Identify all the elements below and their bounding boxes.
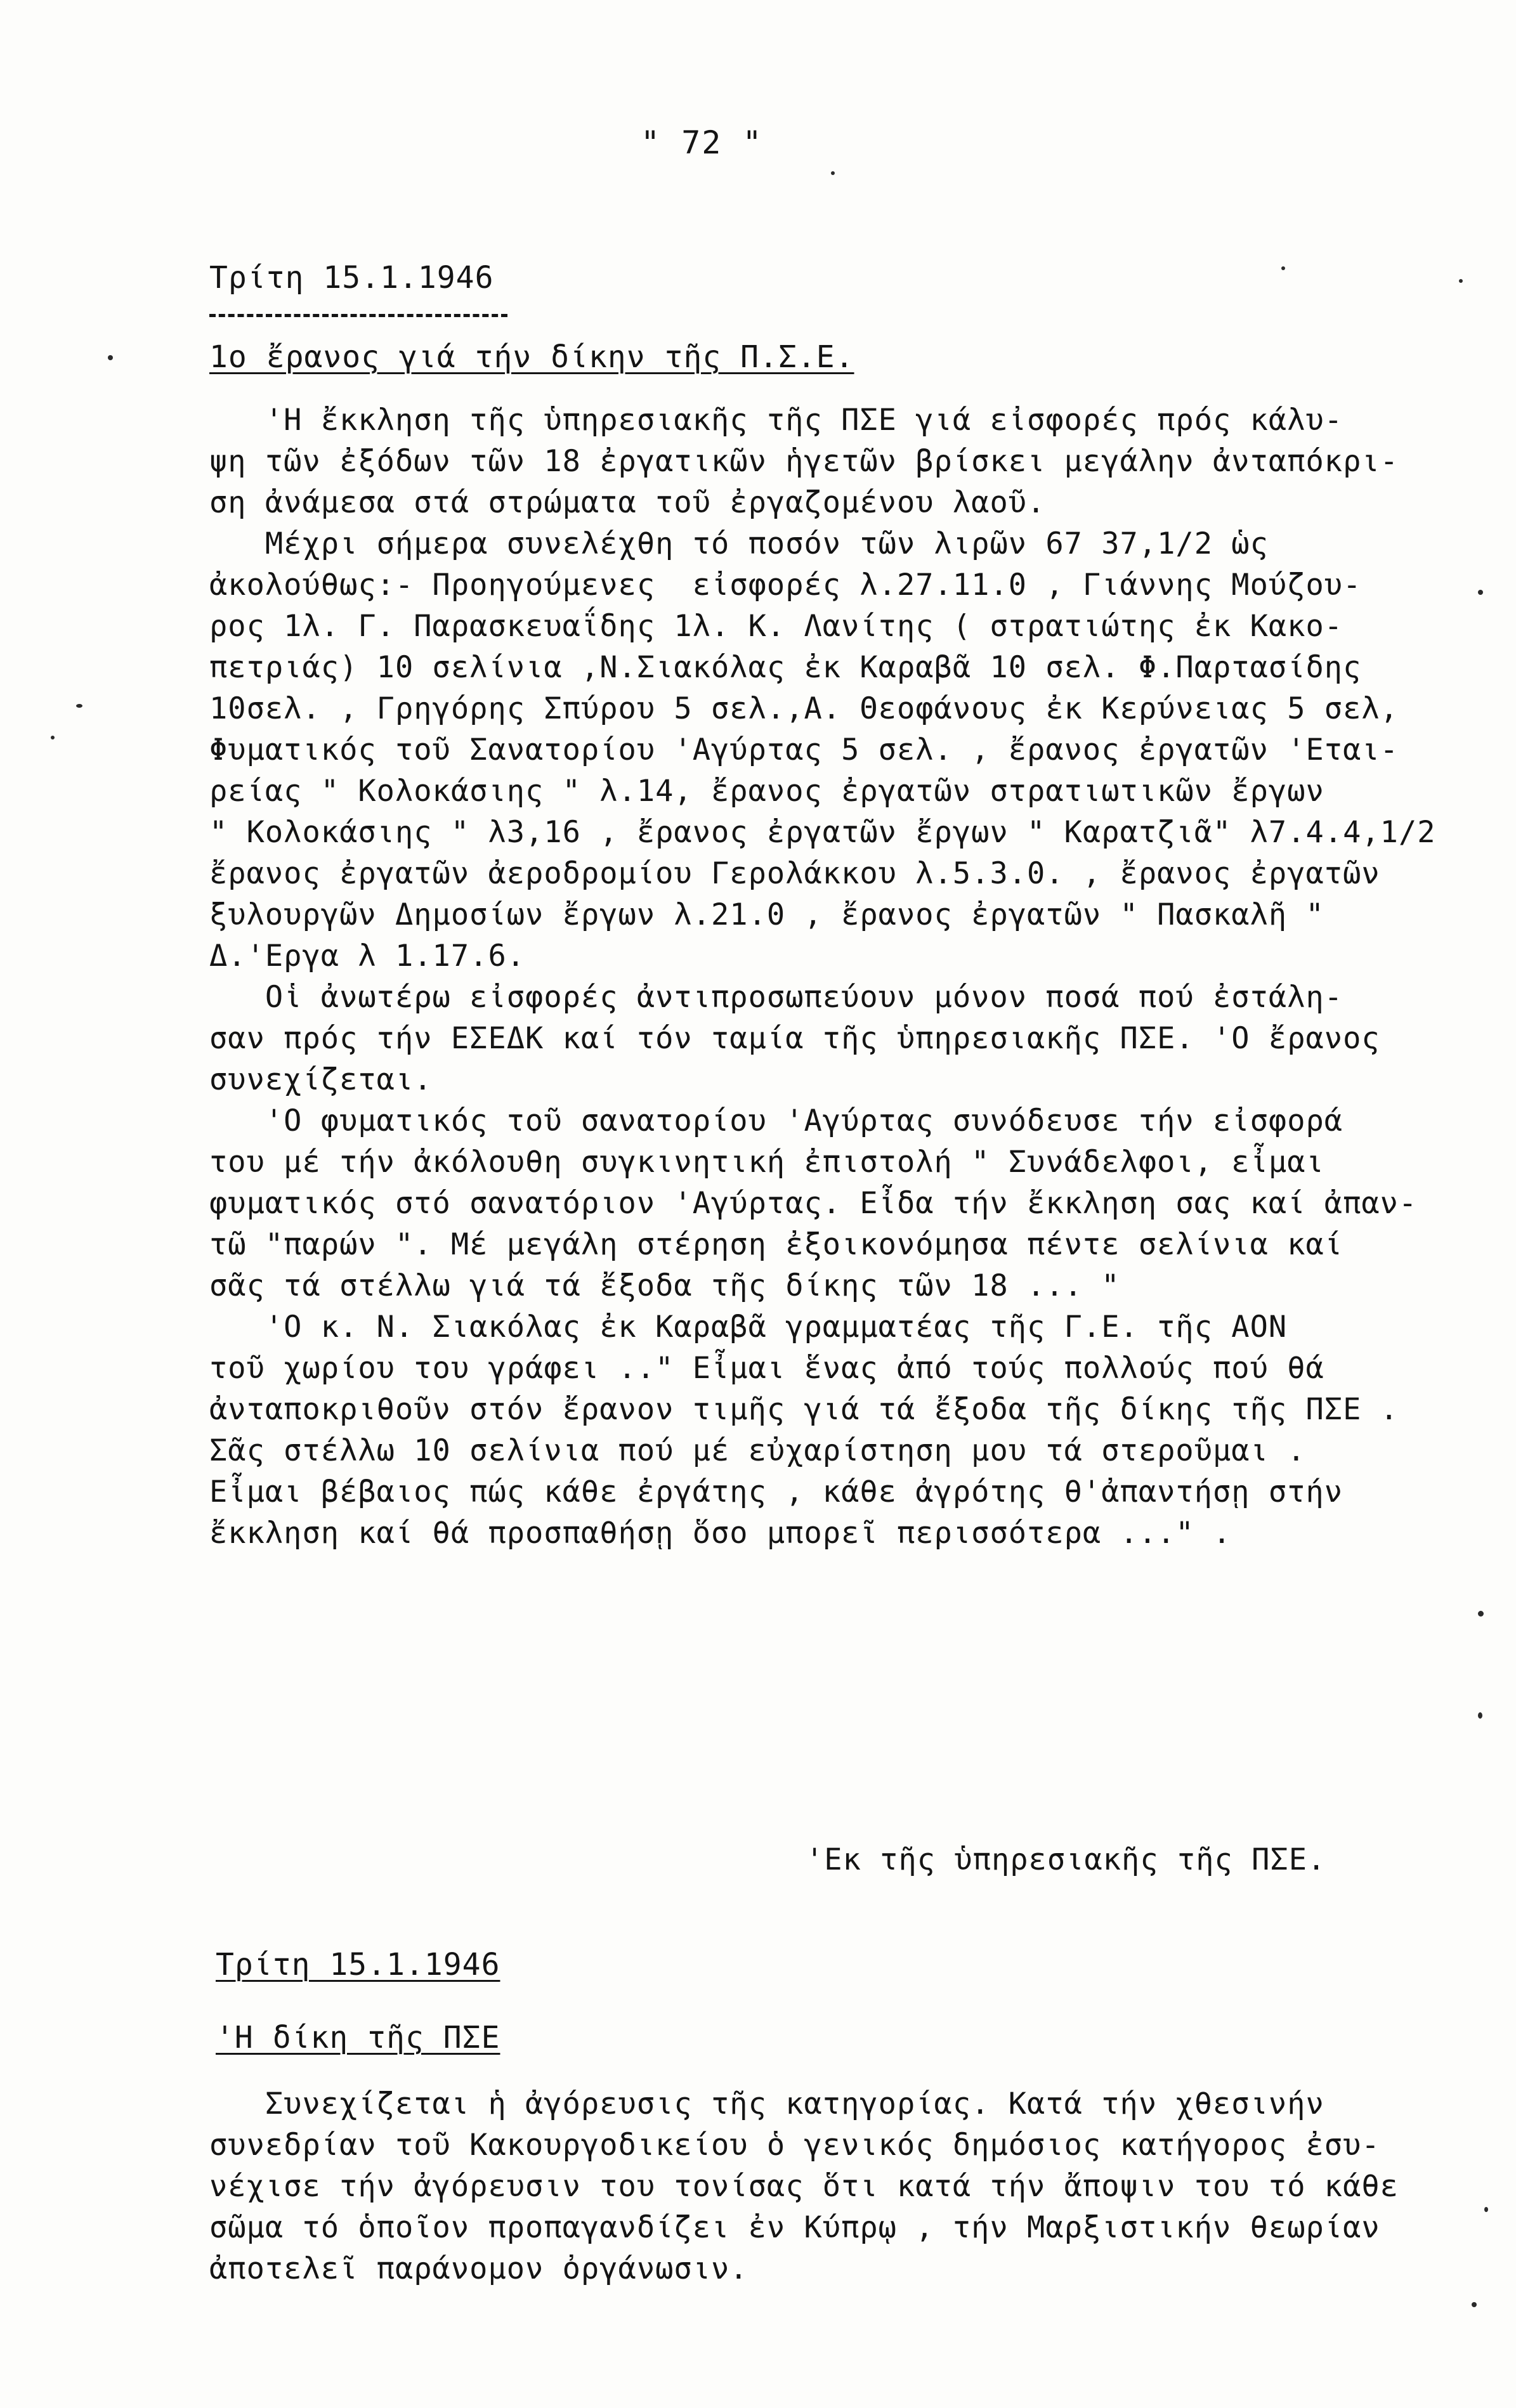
scan-speck (51, 736, 55, 739)
body-line: του μέ τήν ἀκόλουθη συγκινητική ἐπιστολή " Συνάδελφοι, εἶμαι (209, 1145, 1324, 1180)
body-line: 10σελ. , Γρηγόρης Σπύρου 5 σελ.,Α. Θεοφάνους ἐκ Κερύνειας 5 σελ, (209, 691, 1399, 726)
article2-title: 'Η δίκη τῆς ΠΣΕ (216, 2020, 500, 2055)
scan-speck (831, 171, 835, 175)
page-number: " 72 " (641, 124, 763, 161)
body-line: τῶ "παρών ". Μέ μεγάλη στέρηση ἐξοικονόμησα πέντε σελίνια καί (209, 1227, 1343, 1262)
body-line: σᾶς τά στέλλω γιά τά ἔξοδα τῆς δίκης τῶν 18 ... " (209, 1268, 1120, 1303)
article2-date: Τρίτη 15.1.1946 (216, 1947, 500, 1982)
scan-speck (1281, 266, 1285, 270)
body-line: συνεχίζεται. (209, 1062, 433, 1097)
body-line: 'Η ἔκκληση τῆς ὑπηρεσιακῆς τῆς ΠΣΕ γιά εἰσφορές πρός κάλυ- (209, 403, 1343, 438)
date-dashed-rule (209, 314, 507, 317)
body-line: φυματικός στό σανατόριον 'Αγύρτας. Εἶδα τήν ἔκκληση σας καί ἀπαν- (209, 1186, 1418, 1221)
scan-speck (1472, 2302, 1477, 2307)
body-line: Φυματικός τοῦ Σανατορίου 'Αγύρτας 5 σελ. , ἔρανος ἐργατῶν 'Εται- (209, 732, 1399, 767)
body-line: ρείας " Κολοκάσιης " λ.14, ἔρανος ἐργατῶν στρατιωτικῶν ἔργων (209, 774, 1324, 809)
body-line: σῶμα τό ὁποῖον προπαγανδίζει ἐν Κύπρῳ , τήν Μαρξιστικήν θεωρίαν (209, 2210, 1380, 2245)
scan-speck (1484, 2207, 1488, 2212)
body-line: τοῦ χωρίου του γράφει .." Εἶμαι ἕνας ἀπό τούς πολλούς πού θά (209, 1351, 1324, 1386)
body-line: ση ἀνάμεσα στά στρώματα τοῦ ἐργαζομένου λαοῦ. (209, 485, 1046, 520)
body-line: " Κολοκάσιης " λ3,16 , ἔρανος ἐργατῶν ἔργων " Καρατζιᾶ" λ7.4.4,1/2 (209, 815, 1436, 850)
body-line: συνεδρίαν τοῦ Κακουργοδικείου ὁ γενικός δημόσιος κατήγορος ἐσυ- (209, 2128, 1380, 2163)
scan-speck (108, 355, 113, 360)
body-line: ψη τῶν ἐξόδων τῶν 18 ἐργατικῶν ἡγετῶν βρίσκει μεγάλην ἀνταπόκρι- (209, 444, 1399, 479)
scan-speck (1478, 1712, 1482, 1719)
body-line: 'Ο φυματικός τοῦ σανατορίου 'Αγύρτας συνόδευσε τήν εἰσφορά (209, 1103, 1343, 1138)
body-line: ἔρανος ἐργατῶν ἀεροδρομίου Γερολάκκου λ.5.3.0. , ἔρανος ἐργατῶν (209, 856, 1380, 891)
scan-speck (1459, 279, 1463, 283)
body-line: Οἱ ἀνωτέρω εἰσφορές ἀντιπροσωπεύουν μόνον ποσά πού ἐστάλη- (209, 980, 1343, 1015)
body-line: Δ.'Εργα λ 1.17.6. (209, 939, 526, 973)
scan-speck (1478, 590, 1483, 595)
body-line: Εἶμαι βέβαιος πώς κάθε ἐργάτης , κάθε ἀγρότης θ'ἀπαντήσῃ στήν (209, 1474, 1343, 1509)
body-line: πετριάς) 10 σελίνια ,Ν.Σιακόλας ἐκ Καραβᾶ 10 σελ. Φ.Παρτασίδης (209, 650, 1362, 685)
body-line: ξυλουργῶν Δημοσίων ἔργων λ.21.0 , ἔρανος ἐργατῶν " Πασκαλῆ " (209, 897, 1324, 932)
body-line: Συνεχίζεται ἡ ἀγόρευσις τῆς κατηγορίας. Κατά τήν χθεσινήν (209, 2086, 1324, 2121)
body-line: σαν πρός τήν ΕΣΕΔΚ καί τόν ταμία τῆς ὑπηρεσιακῆς ΠΣΕ. 'Ο ἔρανος (209, 1021, 1380, 1056)
body-line: ἀκολούθως:- Προηγούμενες εἰσφορές λ.27.11.0 , Γιάννης Μούζου- (209, 568, 1362, 602)
body-line: νέχισε τήν ἀγόρευσιν του τονίσας ὅτι κατά τήν ἄποψιν του τό κάθε (209, 2169, 1399, 2204)
body-line: ἔκκληση καί θά προσπαθήσῃ ὅσο μπορεῖ περισσότερα ..." . (209, 1516, 1232, 1551)
article2-body (209, 2083, 1478, 2289)
scan-speck (76, 704, 82, 708)
article1-date: Τρίτη 15.1.1946 (209, 260, 494, 296)
body-line: Μέχρι σήμερα συνελέχθη τό ποσόν τῶν λιρῶν 67 37,1/2 ὡς (209, 526, 1269, 561)
article1-signature: 'Εκ τῆς ὑπηρεσιακῆς τῆς ΠΣΕ. (806, 1842, 1326, 1877)
article1-body (209, 400, 1478, 1554)
body-line: ἀποτελεῖ παράνομον ὀργάνωσιν. (209, 2251, 748, 2286)
body-line: ἀνταποκριθοῦν στόν ἔρανον τιμῆς γιά τά ἔξοδα τῆς δίκης τῆς ΠΣΕ . (209, 1392, 1399, 1427)
body-line: ρος 1λ. Γ. Παρασκευαΐδης 1λ. Κ. Λανίτης ( στρατιώτης ἐκ Κακο- (209, 609, 1343, 644)
scan-speck (1478, 1611, 1484, 1617)
body-line: 'Ο κ. Ν. Σιακόλας ἐκ Καραβᾶ γραμματέας τῆς Γ.Ε. τῆς ΑΟΝ (209, 1310, 1288, 1344)
article1-title: 1ο ἔρανος γιά τήν δίκην τῆς Π.Σ.Ε. (209, 339, 854, 375)
body-line: Σᾶς στέλλω 10 σελίνια πού μέ εὐχαρίστηση μου τά στεροῦμαι . (209, 1433, 1306, 1468)
